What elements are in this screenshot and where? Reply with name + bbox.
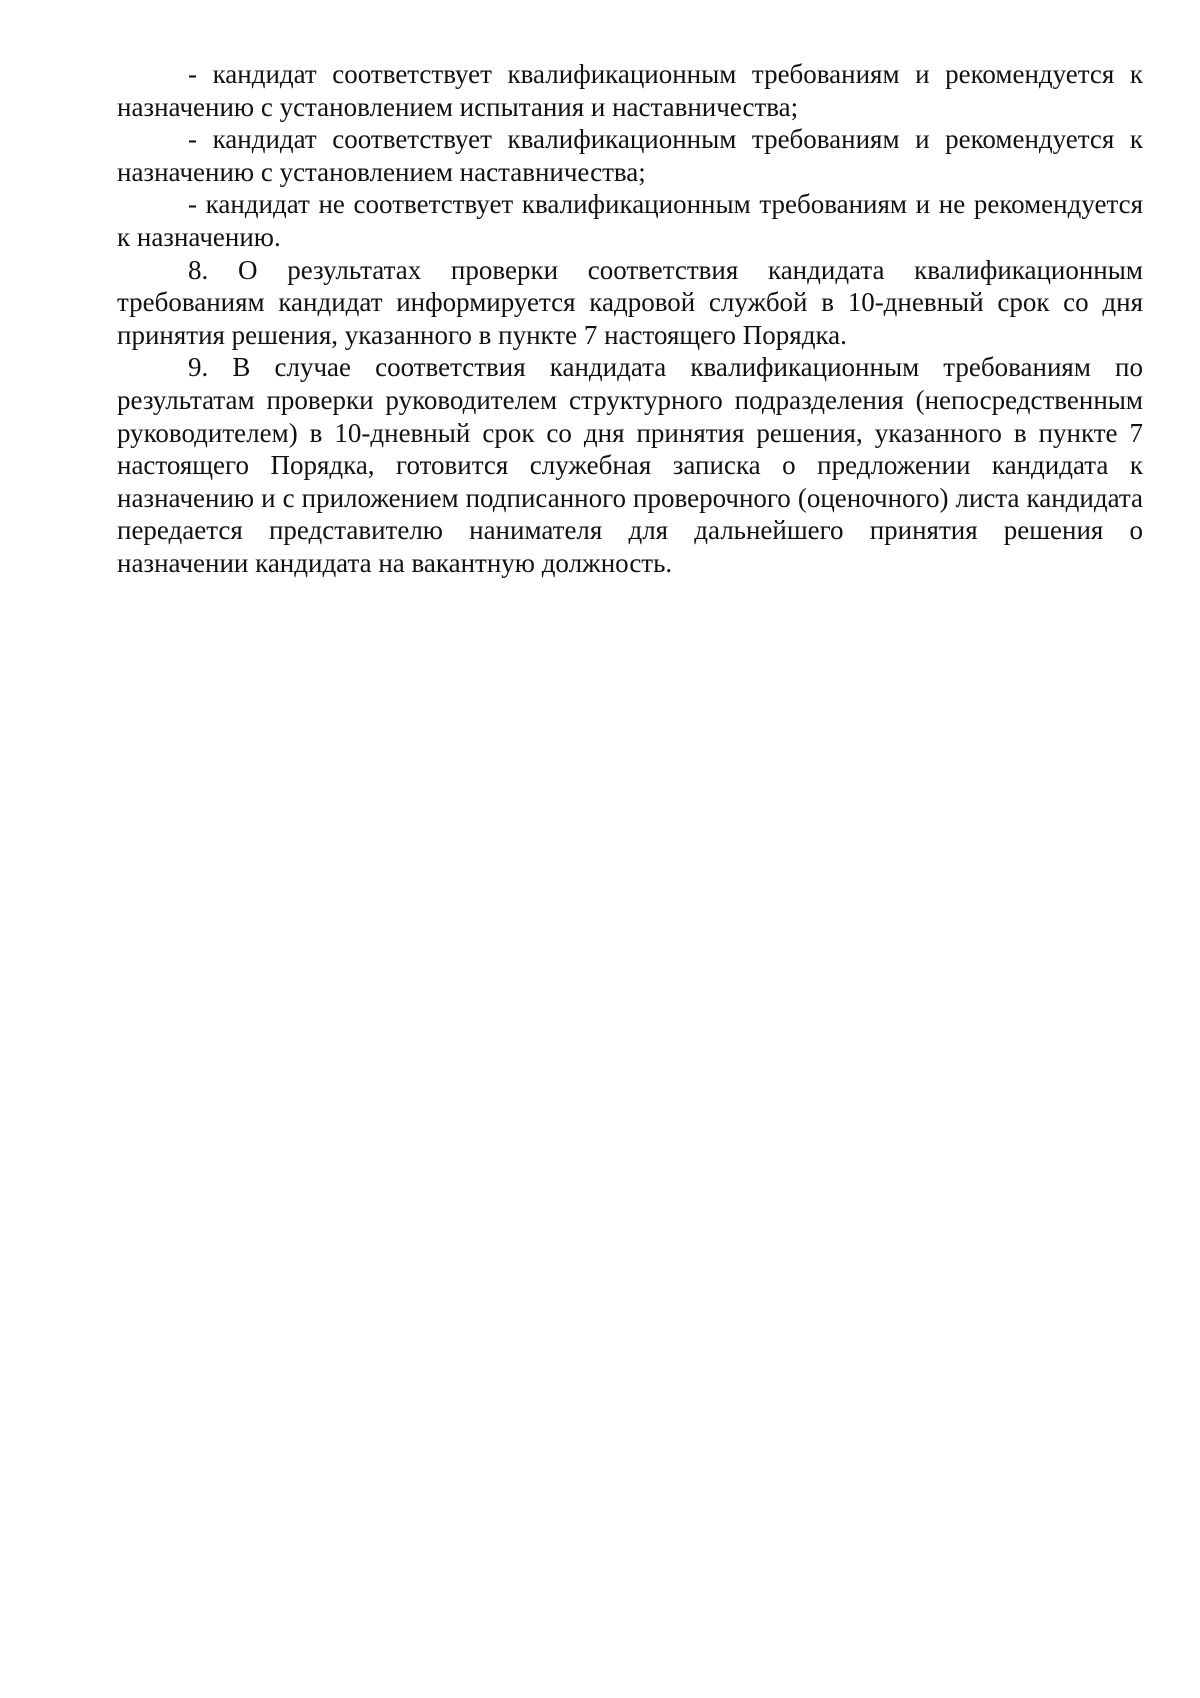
document-body <box>117 58 1143 580</box>
list-item-not-recommended: - кандидат не соответствует квалификационным требованиям и не рекомендуется к назначению. <box>117 189 1143 252</box>
list-item-probation-and-mentoring: - кандидат соответствует квалификационным требованиям и рекомендуется к назначению с установлением испытания и наставничества; <box>117 59 1143 122</box>
clause-9: 9. В случае соответствия кандидата квалификационным требованиям по результатам проверки руководителем структурного подразделения (непосредственным руководителем) в 10-дневный срок со дня принятия решения, указанного в пункте 7 настоящего Порядка, готовится служебная записка о предложении кандидата к назначению и с приложением подписанного проверочного (оценочного) листа кандидата передается представителю нанимателя для дальнейшего принятия решения о назначении кандидата на вакантную должность. <box>117 352 1143 578</box>
clause-8: 8. О результатах проверки соответствия кандидата квалификационным требованиям кандидат информируется кадровой службой в 10-дневный срок со дня принятия решения, указанного в пункте 7 настоящего Порядка. <box>117 254 1143 350</box>
list-item-mentoring: - кандидат соответствует квалификационным требованиям и рекомендуется к назначению с установлением наставничества; <box>117 124 1143 187</box>
